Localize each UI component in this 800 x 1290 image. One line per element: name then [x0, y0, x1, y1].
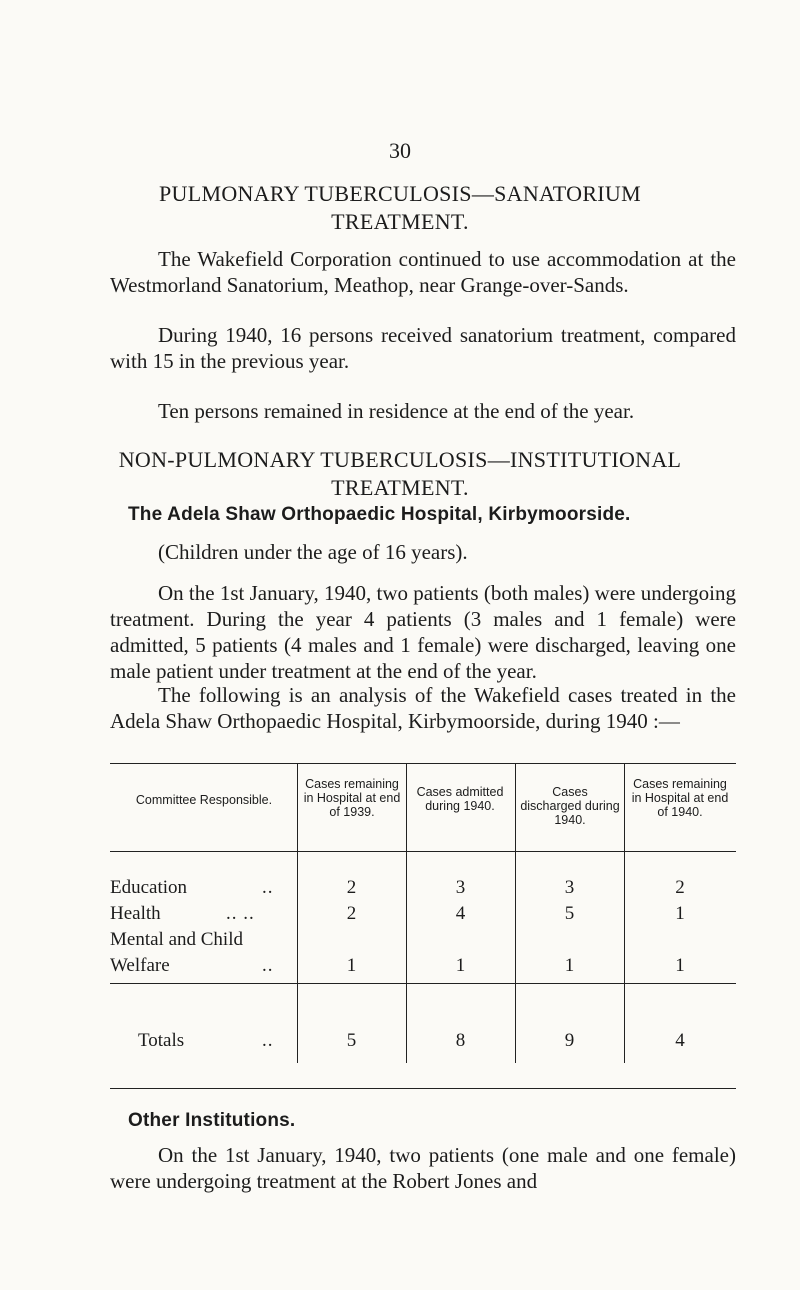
table-rule	[110, 1088, 736, 1089]
table-rule	[110, 763, 736, 764]
header-discharged: Cases discharged during 1940.	[520, 785, 620, 827]
table-rule	[110, 983, 736, 984]
table-cell: 1	[564, 955, 575, 976]
paragraph: On the 1st January, 1940, two patients (one male and one female) were undergoing treatment at the Robert Jones and	[110, 1143, 736, 1193]
hospital-heading: The Adela Shaw Orthopaedic Hospital, Kirbymoorside.	[128, 504, 631, 525]
table-cell: 1	[346, 955, 357, 976]
table-cell: 1	[455, 955, 466, 976]
header-remaining-1940: Cases remaining in Hospital at end of 1940.	[631, 777, 729, 819]
totals-cell: 9	[564, 1030, 575, 1051]
paragraph: The following is an analysis of the Wakefield cases treated in the Adela Shaw Orthopaedic Hospital, Kirbymoorside, during 1940 :—	[110, 683, 736, 733]
paragraph: On the 1st January, 1940, two patients (both males) were undergoing treatment. During the year 4 patients (3 males and 1 female) were admitted, 5 patients (4 males and 1 female) were discharged, leaving one male patient under treatment at the end of the year.	[110, 581, 736, 683]
leader-dots: ..	[262, 877, 274, 898]
paragraph: The Wakefield Corporation continued to use accommodation at the Westmorland Sanatorium, Meathop, near Grange-over-Sands.	[110, 247, 736, 297]
table-cell: 1	[675, 955, 685, 976]
leader-dots: .. ..	[226, 903, 255, 924]
title-line: NON-PULMONARY TUBERCULOSIS—INSTITUTIONAL	[118, 447, 682, 472]
row-label: Education	[110, 877, 188, 898]
header-admitted: Cases admitted during 1940.	[416, 785, 504, 813]
header-committee: Committee Responsible.	[135, 793, 273, 807]
header-remaining-1939: Cases remaining in Hospital at end of 1939.	[303, 777, 401, 819]
totals-cell: 5	[346, 1030, 357, 1051]
title-line: TREATMENT.	[331, 209, 469, 234]
paragraph: During 1940, 16 persons received sanatorium treatment, compared with 15 in the previous year.	[110, 323, 736, 373]
totals-label: Totals	[138, 1030, 185, 1051]
row-label: Welfare	[110, 955, 170, 976]
cases-table	[110, 763, 736, 1090]
title-line: TREATMENT.	[331, 475, 469, 500]
section-title-non-pulmonary	[60, 446, 740, 502]
age-note: (Children under the age of 16 years).	[158, 540, 468, 564]
section-title-pulmonary	[60, 180, 740, 236]
leader-dots: ..	[262, 1030, 274, 1051]
table-cell: 3	[564, 877, 575, 898]
table-rule	[110, 851, 736, 852]
totals-cell: 8	[455, 1030, 466, 1051]
table-cell: 2	[346, 877, 357, 898]
totals-cell: 4	[675, 1030, 685, 1051]
paragraph: Ten persons remained in residence at the end of the year.	[158, 399, 635, 423]
row-label: Health	[110, 903, 161, 924]
other-institutions-heading: Other Institutions.	[128, 1110, 296, 1131]
page-number: 30	[389, 138, 411, 163]
table-cell: 5	[564, 903, 575, 924]
row-label: Mental and Child	[110, 929, 243, 950]
table-cell: 3	[455, 877, 466, 898]
table-cell: 2	[675, 877, 685, 898]
table-cell: 4	[455, 903, 466, 924]
table-cell: 1	[675, 903, 685, 924]
title-line: PULMONARY TUBERCULOSIS—SANATORIUM	[159, 181, 641, 206]
table-cell: 2	[346, 903, 357, 924]
leader-dots: ..	[262, 955, 274, 976]
